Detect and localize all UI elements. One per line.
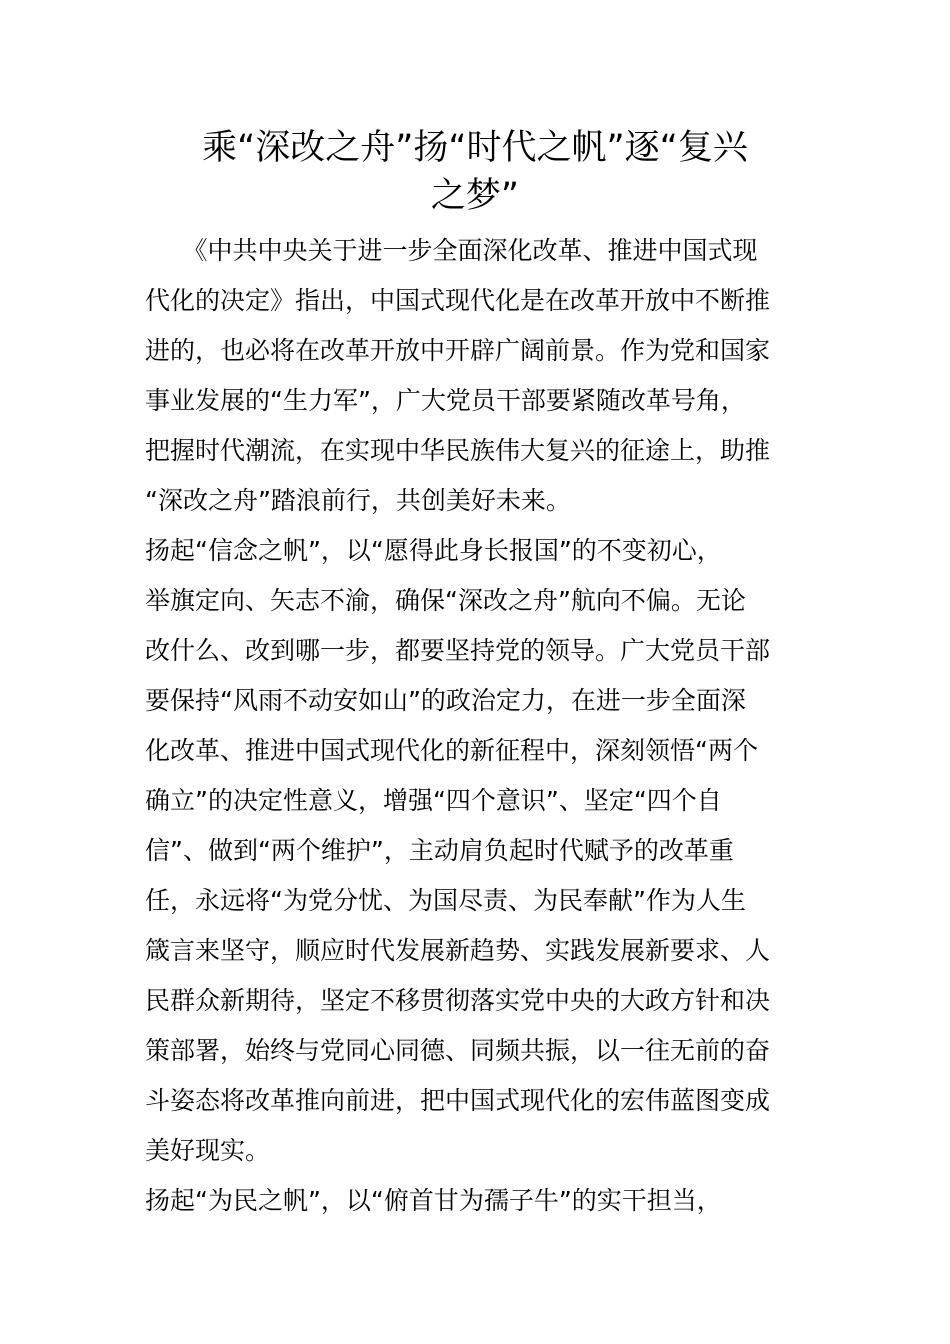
text-line: 举旗定向、矢志不渝，确保“深改之舟”航向不偏。无论 bbox=[145, 586, 746, 615]
text-line: 任，永远将“为党分忧、为国尽责、为民奉献”作为人生 bbox=[145, 886, 746, 915]
text-line: 扬起“为民之帆”，以“俯首甘为孺子牛”的实干担当， bbox=[145, 1186, 722, 1215]
text-line: 要保持“风雨不动安如山”的政治定力，在进一步全面深 bbox=[145, 686, 746, 715]
paragraph-people-sail bbox=[145, 1176, 810, 1226]
text-line: 扬起“信念之帆”，以“愿得此身长报国”的不变初心， bbox=[145, 536, 722, 565]
text-line: 改什么、改到哪一步，都要坚持党的领导。广大党员干部 bbox=[145, 636, 771, 665]
text-line: 民群众新期待，坚定不移贯彻落实党中央的大政方针和决 bbox=[145, 986, 771, 1015]
title-line-2: 之梦” bbox=[430, 176, 520, 216]
text-line: “深改之舟”踏浪前行，共创美好未来。 bbox=[145, 486, 571, 515]
document-body bbox=[145, 226, 810, 1226]
text-line: 信”、做到“两个维护”，主动肩负起时代赋予的改革重 bbox=[145, 836, 734, 865]
title-line-1: 乘“深改之舟”扬“时代之帆”逐“复兴 bbox=[202, 128, 748, 168]
text-line: 代化的决定》指出，中国式现代化是在改革开放中不断推 bbox=[145, 286, 771, 315]
text-line: 斗姿态将改革推向前进，把中国式现代化的宏伟蓝图变成 bbox=[145, 1086, 771, 1115]
paragraph-belief-sail bbox=[145, 526, 810, 1176]
text-line: 确立”的决定性意义，增强“四个意识”、坚定“四个自 bbox=[145, 786, 722, 815]
text-line: 化改革、推进中国式现代化的新征程中，深刻领悟“两个 bbox=[145, 736, 758, 765]
text-line: 策部署，始终与党同心同德、同频共振，以一往无前的奋 bbox=[145, 1036, 771, 1065]
text-line: 美好现实。 bbox=[145, 1136, 271, 1165]
text-line: 进的，也必将在改革开放中开辟广阔前景。作为党和国家 bbox=[145, 336, 771, 365]
document-title bbox=[145, 124, 805, 220]
text-line: 箴言来坚守，顺应时代发展新趋势、实践发展新要求、人 bbox=[145, 936, 771, 965]
paragraph-intro bbox=[145, 226, 810, 526]
text-line: 事业发展的“生力军”，广大党员干部要紧随改革号角， bbox=[145, 386, 746, 415]
text-line: 把握时代潮流，在实现中华民族伟大复兴的征途上，助推 bbox=[145, 436, 771, 465]
text-line: 《中共中央关于进一步全面深化改革、推进中国式现 bbox=[145, 236, 758, 265]
